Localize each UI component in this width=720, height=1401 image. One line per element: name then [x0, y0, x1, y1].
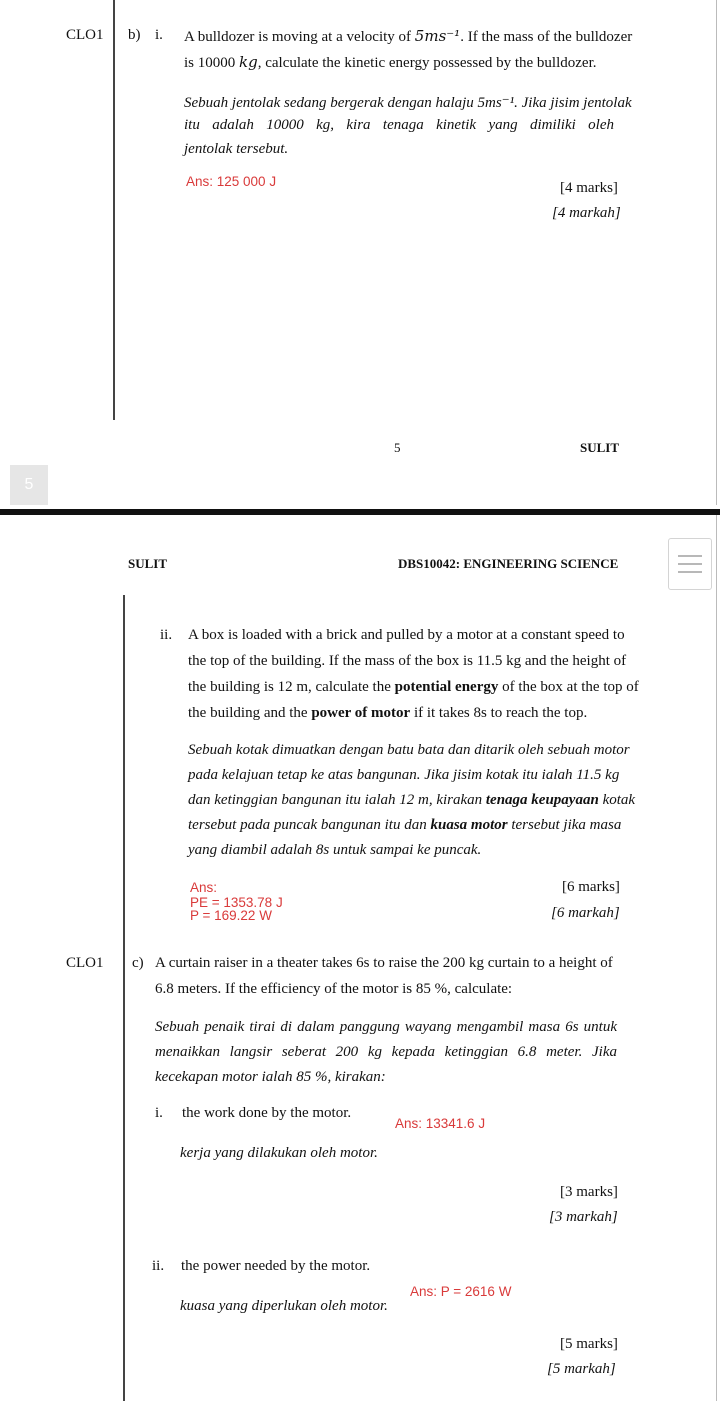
part-b-label: b)	[128, 27, 141, 43]
question-c-ii-malay: kuasa yang diperlukan oleh motor.	[180, 1298, 388, 1314]
markah-c-i: [3 markah]	[549, 1209, 618, 1225]
left-margin-line	[123, 595, 125, 1401]
question-b-ii-english-line-3: the building is 12 m, calculate the potential energy of the box at the top of	[188, 679, 639, 695]
question-c-malay-line-3: kecekapan motor ialah 85 %, kirakan:	[155, 1069, 386, 1085]
question-b-ii-english-line-1: A box is loaded with a brick and pulled by a motor at a constant speed to	[188, 627, 625, 643]
header-sulit: SULIT	[128, 556, 168, 571]
question-b-ii-malay-line-4: tersebut pada puncak bangunan itu dan kuasa motor tersebut jika masa	[188, 817, 622, 833]
question-b-ii-english-line-2: the top of the building. If the mass of the box is 11.5 kg and the height of	[188, 653, 627, 669]
question-c-i-malay: kerja yang dilakukan oleh motor.	[180, 1145, 378, 1161]
question-c-ii-english: the power needed by the motor.	[181, 1258, 371, 1274]
page-number-badge[interactable]: 5	[10, 465, 48, 505]
markah-b-ii: [6 markah]	[551, 905, 620, 921]
marks-c-i: [3 marks]	[560, 1184, 618, 1200]
question-b-i-number: i.	[155, 27, 163, 43]
page-edge-line	[716, 515, 717, 1401]
answer-b-ii-label: Ans:	[190, 880, 218, 895]
question-b-ii-number: ii.	[160, 627, 173, 643]
marks-b-ii: [6 marks]	[562, 879, 620, 895]
markah-c-ii: [5 markah]	[547, 1361, 616, 1377]
footer-sulit: SULIT	[580, 440, 620, 455]
answer-c-ii: Ans: P = 2616 W	[410, 1284, 512, 1299]
question-c-i-number: i.	[155, 1105, 163, 1121]
menu-bar	[678, 555, 702, 557]
question-b-ii-english-line-4: the building and the power of motor if it takes 8s to reach the top.	[188, 705, 588, 721]
question-c-malay-line-2: menaikkan langsir seberat 200 kg kepada ketinggian 6.8 meter. Jika	[155, 1044, 617, 1060]
question-c-ii-number: ii.	[152, 1258, 165, 1274]
marks-b-i: [4 marks]	[560, 180, 618, 196]
header-course: DBS10042: ENGINEERING SCIENCE	[398, 556, 619, 571]
question-b-ii-malay-line-3: dan ketinggian bangunan itu ialah 12 m, kirakan tenaga keupayaan kotak	[188, 792, 636, 808]
page-separator	[0, 509, 720, 515]
hamburger-menu-icon[interactable]	[668, 538, 712, 590]
question-b-i-english-line-1: A bulldozer is moving at a velocity of 5ms⁻¹. If the mass of the bulldozer	[184, 27, 633, 45]
answer-b-ii-power: P = 169.22 W	[190, 908, 272, 923]
question-c-malay-line-1: Sebuah penaik tirai di dalam panggung wayang mengambil masa 6s untuk	[155, 1019, 617, 1035]
question-b-ii-malay-line-1: Sebuah kotak dimuatkan dengan batu bata dan ditarik oleh sebuah motor	[188, 742, 630, 758]
question-b-i-malay-line-3: jentolak tersebut.	[184, 141, 289, 157]
markah-b-i: [4 markah]	[552, 205, 621, 221]
question-b-i-english-line-2: is 10000 kg, calculate the kinetic energy possessed by the bulldozer.	[184, 53, 597, 71]
answer-c-i: Ans: 13341.6 J	[395, 1116, 486, 1131]
question-c-english-line-1: A curtain raiser in a theater takes 6s to raise the 200 kg curtain to a height of	[155, 955, 613, 971]
question-b-ii-malay-line-2: pada kelajuan tetap ke atas bangunan. Jika jisim kotak itu ialah 11.5 kg	[188, 767, 620, 783]
question-c-english-line-2: 6.8 meters. If the efficiency of the motor is 85 %, calculate:	[155, 981, 513, 997]
part-c-label: c)	[132, 955, 144, 971]
question-b-ii-malay-line-5: yang diambil adalah 8s untuk sampai ke puncak.	[188, 842, 482, 858]
question-b-i-malay-line-2: itu adalah 10000 kg, kira tenaga kinetik yang dimiliki oleh	[184, 117, 614, 133]
menu-bar	[678, 563, 702, 565]
question-c-i-english: the work done by the motor.	[182, 1105, 352, 1121]
question-b-i-malay-line-1: Sebuah jentolak sedang bergerak dengan halaju 5ms⁻¹. Jika jisim jentolak	[184, 95, 632, 111]
left-margin-line	[113, 0, 115, 420]
page-number: 5	[394, 440, 401, 455]
marks-c-ii: [5 marks]	[560, 1336, 618, 1352]
answer-b-ii-pe: PE = 1353.78 J	[190, 895, 283, 910]
answer-b-i: Ans: 125 000 J	[186, 174, 277, 189]
page-edge-line	[716, 0, 717, 505]
clo-label: CLO1	[66, 955, 104, 971]
menu-bar	[678, 571, 702, 573]
clo-label: CLO1	[66, 27, 104, 43]
